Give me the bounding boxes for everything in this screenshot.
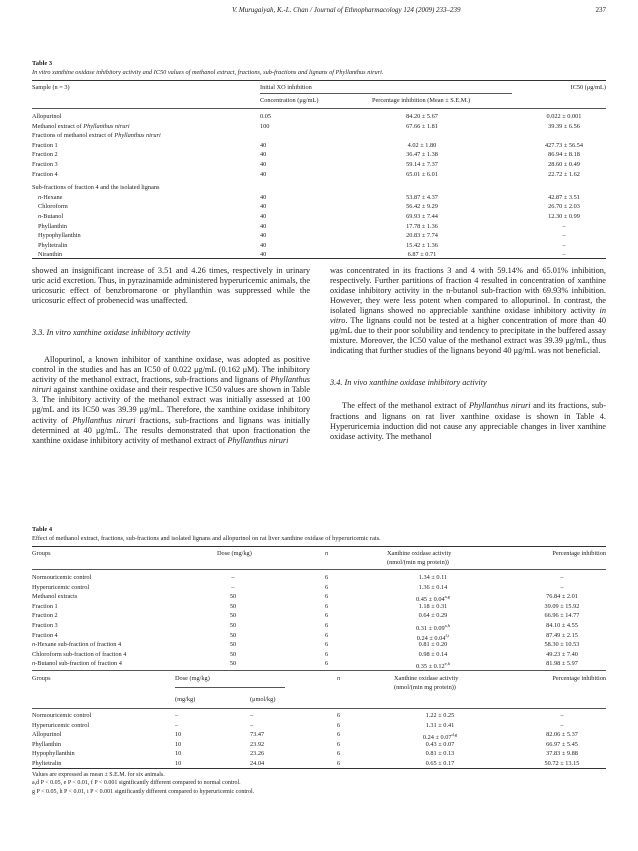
- percentage-cell: 53.87 ± 4.37: [406, 193, 438, 201]
- t3-col-sample: Sample (n = 3): [32, 84, 70, 91]
- sample-name: Fraction 2: [32, 151, 58, 159]
- n-cell: 6: [325, 602, 329, 610]
- concentration-cell: 0.05: [260, 113, 272, 120]
- right-para-2: The effect of the methanol extract of Phyllanthus niruri and its fractions, sub-fractions and lignans on rat liver xanthine oxidase is shown in Table 4. Hyperuricemia induction did not cause any appreciable changes in liver xanthine oxidase activity. The methanol: [330, 401, 607, 441]
- xo-activity-cell: [387, 650, 479, 660]
- group-name: Normouricemic control: [32, 712, 92, 719]
- t4b-col-n: n: [337, 675, 341, 682]
- footnote: Values are expressed as mean ± S.E.M. for six animals.: [32, 772, 165, 778]
- table4-mid-rule: [32, 670, 606, 671]
- t4-col-pct: Percentage inhibition: [552, 550, 606, 557]
- dose-mg-cell: 10: [175, 750, 182, 758]
- group-name: Fraction 2: [32, 612, 58, 620]
- significance-marker: f,i: [445, 632, 450, 638]
- dose-umol-cell: 24.04: [250, 759, 265, 767]
- concentration-cell: 40: [260, 193, 267, 201]
- percentage-cell: 39.09 ± 15.92: [544, 602, 580, 610]
- xo-activity-cell: [387, 602, 479, 612]
- table4-row: [32, 583, 606, 593]
- n-cell: 6: [325, 621, 329, 629]
- percentage-cell: 66.96 ± 14.77: [544, 612, 580, 620]
- concentration-cell: 40: [260, 232, 267, 240]
- n-cell: 6: [325, 612, 329, 620]
- sample-name: n-Butanol: [38, 212, 64, 220]
- concentration-cell: 100: [260, 122, 270, 130]
- ic50-cell: –: [562, 232, 566, 240]
- dose-umol-cell: 23.92: [250, 740, 265, 748]
- page-number: 237: [595, 6, 606, 14]
- table3-top-rule: [32, 80, 606, 81]
- table4-body-2: [32, 711, 606, 769]
- n-cell: 6: [325, 660, 329, 668]
- xo-value: 0.43 ± 0.07: [425, 740, 455, 748]
- group-name: Fraction 1: [32, 602, 58, 610]
- xo-activity-cell: [387, 640, 479, 650]
- xo-value: 0.98 ± 0.14: [418, 650, 448, 658]
- concentration-cell: 40: [260, 141, 267, 149]
- n-cell: 6: [325, 593, 329, 601]
- t4b-col-pct: Percentage inhibition: [552, 675, 606, 682]
- table4-row: [32, 602, 606, 612]
- sample-name: Fractions of methanol extract of Phyllanthus niruri: [32, 132, 161, 140]
- n-cell: 6: [337, 750, 341, 758]
- t4b-col-xo: Xanthine oxidase activity: [394, 675, 459, 682]
- group-name: Phyllanthin: [32, 740, 62, 748]
- xo-value: 0.45 ± 0.04: [415, 596, 445, 604]
- xo-value: 1.18 ± 0.31: [418, 602, 448, 610]
- dose-umol-cell: –: [250, 721, 254, 729]
- significance-marker: e,h: [444, 661, 451, 667]
- t3-col-pct: Percentage inhibition (Mean ± S.E.M.): [372, 97, 471, 104]
- percentage-cell: 17.78 ± 1.36: [406, 222, 438, 230]
- sample-name: Allopurinol: [32, 113, 62, 120]
- right-column: [330, 266, 606, 442]
- xo-value: 0.65 ± 0.17: [425, 759, 455, 767]
- ic50-cell: –: [562, 222, 566, 230]
- table4-header-1: [32, 549, 606, 571]
- ic50-cell: 28.60 ± 0.49: [548, 160, 580, 168]
- significance-marker: a,g: [444, 594, 451, 600]
- table4-bottom-rule: [32, 768, 606, 769]
- table3-row: [32, 141, 606, 151]
- table4-row: [32, 740, 606, 750]
- percentage-cell: –: [560, 583, 564, 591]
- group-name: Hypophyllanthin: [32, 750, 75, 758]
- table4-footnotes: [32, 771, 606, 796]
- table4-row: [32, 631, 606, 641]
- table3-row: [32, 212, 606, 222]
- table3-row: [32, 193, 606, 203]
- percentage-cell: 56.42 ± 9.29: [406, 203, 438, 211]
- significance-marker: d,g: [451, 732, 458, 738]
- sample-name: Fraction 3: [32, 160, 58, 168]
- ic50-cell: 42.87 ± 3.51: [548, 193, 580, 201]
- table3-row: [32, 222, 606, 232]
- dose-mg-cell: 10: [175, 731, 182, 739]
- sample-name: Phyltetralin: [38, 241, 68, 249]
- xo-value: 1.36 ± 0.14: [418, 583, 448, 591]
- xo-activity-cell: [387, 573, 479, 583]
- xo-activity-cell: [394, 749, 486, 759]
- n-cell: 6: [325, 583, 329, 591]
- dose-cell: –: [231, 583, 235, 591]
- n-cell: 6: [325, 631, 329, 639]
- percentage-cell: 76.84 ± 2.01: [546, 593, 578, 601]
- significance-marker: a,h: [444, 622, 451, 628]
- xo-activity-cell: [394, 740, 486, 750]
- table4-row: [32, 621, 606, 631]
- table3-row: [32, 160, 606, 170]
- table4-row: [32, 650, 606, 660]
- table4-top-rule: [32, 546, 606, 547]
- xo-value: 0.81 ± 0.20: [418, 641, 448, 649]
- concentration-cell: 40: [260, 241, 267, 249]
- dose-mg-cell: –: [175, 712, 179, 719]
- dose-cell: 50: [229, 593, 237, 601]
- table4-header-2: [32, 674, 606, 710]
- percentage-cell: 20.83 ± 7.74: [406, 232, 438, 240]
- t4b-col-groups: Groups: [32, 675, 51, 682]
- group-name: Fraction 4: [32, 631, 58, 639]
- percentage-cell: 59.14 ± 7.37: [406, 160, 438, 168]
- sample-name: Fraction 1: [32, 141, 58, 149]
- table4-row: [32, 721, 606, 731]
- table4-body-1: [32, 573, 606, 669]
- xo-activity-cell: [394, 711, 486, 721]
- table4-row: [32, 640, 606, 650]
- table4-row: [32, 711, 606, 721]
- ic50-cell: –: [562, 251, 566, 259]
- xo-value: 1.34 ± 0.11: [418, 574, 448, 581]
- sample-name: Methanol extract of Phyllanthus niruri: [32, 122, 130, 130]
- dose-mg-cell: 10: [175, 740, 182, 748]
- ic50-cell: 0.022 ± 0.001: [546, 113, 582, 120]
- percentage-cell: 84.20 ± 5.67: [406, 113, 438, 120]
- dose-umol-cell: 73.47: [250, 731, 265, 739]
- ic50-cell: –: [562, 241, 566, 249]
- xo-value: 0.24 ± 0.04: [416, 634, 446, 642]
- n-cell: 6: [325, 641, 329, 649]
- table4-row: [32, 749, 606, 759]
- table3-label: Table 3: [32, 60, 53, 67]
- t4-col-groups: Groups: [32, 550, 51, 557]
- table3-row: [32, 183, 606, 193]
- group-name: Allopurinol: [32, 731, 62, 739]
- sample-name: Chloroform: [38, 203, 68, 211]
- percentage-cell: 66.97 ± 5.45: [546, 740, 578, 748]
- dose-cell: 50: [229, 660, 237, 668]
- footnote: a,d P < 0.05, e P < 0.01, f P < 0.001 significantly different compared to normal control.: [32, 780, 241, 787]
- percentage-cell: 37.83 ± 9.88: [546, 750, 578, 758]
- dose-umol-cell: 23.26: [250, 750, 265, 758]
- dose-cell: 50: [229, 621, 237, 629]
- ic50-cell: 39.39 ± 6.56: [548, 122, 580, 130]
- concentration-cell: 40: [260, 170, 267, 178]
- xo-value: 1.22 ± 0.25: [425, 712, 455, 719]
- table4-header2-rule: [32, 708, 606, 709]
- percentage-cell: 58.30 ± 10.53: [544, 641, 580, 649]
- dose-cell: 50: [229, 612, 237, 620]
- table3-row: [32, 131, 606, 141]
- sample-name: Niranthin: [38, 251, 63, 259]
- group-name: Hyperuricemic control: [32, 721, 90, 729]
- percentage-cell: 6.87 ± 0.71: [407, 251, 437, 259]
- table3-row: [32, 112, 606, 122]
- n-cell: 6: [325, 650, 329, 658]
- percentage-cell: 50.72 ± 13.15: [544, 759, 580, 767]
- t4-col-xo: Xanthine oxidase activity: [387, 550, 452, 557]
- dose-mg-cell: –: [175, 721, 179, 729]
- t4-col-n: n: [325, 550, 329, 557]
- left-para-2: Allopurinol, a known inhibitor of xanthine oxidase, was adopted as positive control in the studies and has an IC50 of 0.022 μg/mL (0.162 μM). The inhibitory activity of the methanol extract, fractions, sub-fractions and lignans of Phyllanthus niruri against xanthine oxidase and their respective IC50 values are shown in Table 3. The inhibitory activity of the methanol extract was initially assessed at 100 μg/mL and its IC50 was 39.39 μg/mL. Therefore, the xanthine oxidase inhibitory activity of Phyllanthus niruri fractions, sub-fractions and lignans was initially determined at 40 μg/mL. The results demonstrated that upon fractionation the xanthine oxidase inhibitory activity of methanol extract of Phyllanthus niruri: [32, 355, 310, 445]
- table3-row: [32, 202, 606, 212]
- table4-row: [32, 730, 606, 740]
- n-cell: 6: [337, 740, 341, 748]
- table4-row: [32, 659, 606, 669]
- percentage-cell: 69.93 ± 7.44: [406, 212, 438, 220]
- section-3-4-heading: 3.4. In vivo xanthine oxidase inhibitory activity: [330, 378, 487, 388]
- group-name: Phyltetralin: [32, 759, 62, 767]
- group-name: n-Butanol sub-fraction of fraction 4: [32, 660, 122, 668]
- concentration-cell: 40: [260, 151, 267, 159]
- ic50-cell: 26.70 ± 2.03: [548, 203, 580, 211]
- table3-row: [32, 241, 606, 251]
- sample-name: Phyllanthin: [38, 222, 68, 230]
- group-name: Chloroform sub-fraction of fraction 4: [32, 650, 127, 658]
- t3-subheader-rule: [260, 93, 512, 94]
- xo-activity-cell: [387, 583, 479, 593]
- t4b-dose-rule: [175, 687, 285, 688]
- sample-name: Hypophyllanthin: [38, 232, 81, 240]
- dose-cell: 50: [229, 650, 237, 658]
- percentage-cell: –: [560, 721, 564, 729]
- t3-col-ic50: IC50 (μg/mL): [570, 84, 606, 91]
- xo-activity-cell: [394, 721, 486, 731]
- table3-header-rule: [32, 108, 606, 109]
- table3-bottom-rule: [32, 258, 606, 259]
- group-name: Methanol extracts: [32, 593, 78, 601]
- right-para-1: was concentrated in its fractions 3 and 4 with 59.14% and 65.01% inhibition, respectively. Further partitions of fraction 4 resulted in concentration of xanthine oxidase inhibitory activity in the n-butanol sub-fraction with 69.93% inhibition. However, they were less potent when compared to allopurinol. In contrast, the isolated lignans showed no appreciable xanthine oxidase inhibitory activity in vitro. The lignans could not be tested at a higher concentration of more than 40 μg/mL due to their poor solubility and tendency to precipitate in the buffered assay mixture. Moreover, the IC50 value of the methanol extract was 39.39 μg/mL, thus indicating that further studies of the lignans beyond 40 μg/mL was not beneficial.: [330, 266, 606, 356]
- table4-header1-rule: [32, 569, 606, 570]
- t4-col-xo-unit: (nmol/(min mg protein)): [387, 559, 449, 566]
- t3-col-initial: Initial XO inhibition: [260, 84, 312, 91]
- table4-caption: Effect of methanol extract, fractions, sub-fractions and isolated lignans and allopurinol on rat liver xanthine oxidase of hyperuricemic rats.: [32, 535, 381, 542]
- group-name: n-Hexane sub-fraction of fraction 4: [32, 641, 122, 649]
- sample-name: Fraction 4: [32, 170, 58, 178]
- concentration-cell: 40: [260, 222, 267, 230]
- percentage-cell: –: [560, 712, 564, 719]
- ic50-cell: 12.30 ± 0.99: [548, 212, 580, 220]
- table3-row: [32, 122, 606, 132]
- ic50-cell: 86.94 ± 8.18: [548, 151, 580, 159]
- xo-value: 1.31 ± 0.41: [425, 721, 455, 729]
- table4-label: Table 4: [32, 526, 53, 533]
- table4-row: [32, 573, 606, 583]
- concentration-cell: 40: [260, 160, 267, 168]
- sample-name: n-Hexane: [38, 193, 63, 201]
- percentage-cell: 87.49 ± 2.15: [546, 631, 578, 639]
- journal-citation: V. Murugaiyah, K.-L. Chan / Journal of Ethnopharmacology 124 (2009) 233–239: [232, 6, 461, 14]
- xo-value: 0.24 ± 0.07: [422, 734, 452, 742]
- footnote: g P < 0.05, h P < 0.01, i P < 0.001 significantly different compared to hyperuricemic control.: [32, 788, 255, 795]
- t4b-col-umol: (μmol/kg): [250, 696, 276, 703]
- percentage-cell: 65.01 ± 6.01: [406, 170, 438, 178]
- table3-row: [32, 170, 606, 180]
- group-name: Normouricemic control: [32, 574, 92, 581]
- group-name: Fraction 3: [32, 621, 58, 629]
- xo-value: 0.64 ± 0.29: [418, 612, 448, 620]
- xo-value: 0.31 ± 0.09: [415, 625, 445, 633]
- table3-row: [32, 150, 606, 160]
- dose-mg-cell: 10: [175, 759, 182, 767]
- t4b-col-dose: Dose (mg/kg): [175, 675, 210, 682]
- concentration-cell: 40: [260, 212, 267, 220]
- left-column: [32, 266, 310, 446]
- percentage-cell: 84.10 ± 4.55: [546, 621, 578, 629]
- n-cell: 6: [337, 712, 341, 719]
- percentage-cell: 15.42 ± 1.36: [406, 241, 438, 249]
- n-cell: 6: [337, 759, 341, 767]
- t4b-col-mg: (mg/kg): [175, 696, 196, 703]
- dose-cell: 50: [229, 641, 237, 649]
- t4b-col-xo-unit: (nmol/(min mg protein)): [394, 684, 456, 691]
- dose-cell: –: [231, 574, 235, 581]
- sample-name: Sub-fractions of fraction 4 and the isolated lignans: [32, 184, 160, 192]
- t4-col-dose: Dose (mg/kg): [217, 550, 252, 557]
- percentage-cell: 49.23 ± 7.40: [546, 650, 578, 658]
- dose-cell: 50: [229, 602, 237, 610]
- n-cell: 6: [337, 731, 341, 739]
- dose-umol-cell: –: [250, 712, 254, 719]
- ic50-cell: 22.72 ± 1.62: [548, 170, 580, 178]
- percentage-cell: 82.06 ± 5.37: [546, 731, 578, 739]
- table4-row: [32, 611, 606, 621]
- percentage-cell: 67.66 ± 1.81: [406, 122, 438, 130]
- section-3-3-heading: 3.3. In vitro xanthine oxidase inhibitory activity: [32, 328, 191, 338]
- dose-cell: 50: [229, 631, 237, 639]
- percentage-cell: 81.98 ± 5.97: [546, 660, 578, 668]
- concentration-cell: 40: [260, 251, 267, 259]
- ic50-cell: 427.73 ± 56.54: [544, 141, 584, 149]
- percentage-cell: 36.47 ± 1.38: [406, 151, 438, 159]
- group-name: Hyperuricemic control: [32, 583, 90, 591]
- left-para-1: showed an insignificant increase of 3.51 and 4.26 times, respectively in urinary uric acid excretion. Thus, in pyrazinamide administered hyperuricemic animals, the uricosuric effect of benzbromarone or phyllanthin was suppressed while the uricosuric effect of probenecid was unaffected.: [32, 266, 310, 306]
- table3-body: [32, 112, 606, 260]
- concentration-cell: 40: [260, 203, 267, 211]
- table3-caption: In vitro xanthine oxidase inhibitory activity and IC50 values of methanol extract, fractions, sub-fractions and lignans of Phyllanthus niruri.: [32, 69, 384, 76]
- xo-value: 0.81 ± 0.13: [425, 750, 455, 758]
- xo-value: 0.35 ± 0.12: [415, 663, 445, 671]
- xo-activity-cell: [387, 611, 479, 621]
- percentage-cell: 4.02 ± 1.80: [407, 141, 437, 149]
- percentage-cell: –: [560, 574, 564, 581]
- n-cell: 6: [325, 574, 329, 581]
- table4-row: [32, 592, 606, 602]
- table3-row: [32, 231, 606, 241]
- n-cell: 6: [337, 721, 341, 729]
- t3-col-conc: Concentration (μg/mL): [260, 97, 319, 104]
